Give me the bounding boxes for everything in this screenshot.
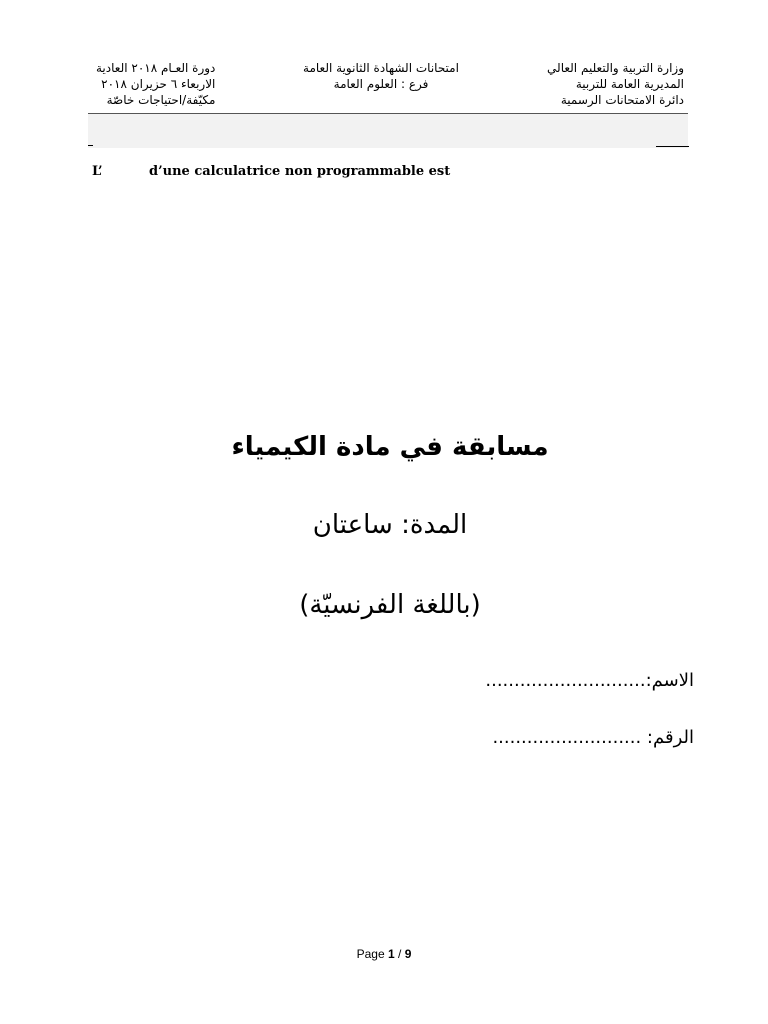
special-needs-label: مكيّفة/احتياجات خاصّة — [106, 93, 216, 107]
exam-name: امتحانات الشهادة الثانوية العامة — [303, 61, 459, 75]
exam-title: مسابقة في مادة الكيمياء — [231, 432, 549, 462]
name-field: الاسم:............................ — [485, 670, 694, 691]
exam-duration: المدة: ساعتان — [312, 510, 468, 540]
page-separator: / — [394, 947, 405, 961]
page-total: 9 — [404, 947, 412, 961]
page-prefix: Page — [356, 947, 388, 961]
header-exam-block — [286, 60, 476, 92]
directorate-name: المديرية العامة للتربية — [575, 77, 684, 91]
exam-branch: فرع : العلوم العامة — [333, 77, 429, 91]
left-rule-mark — [88, 145, 93, 146]
number-field: الرقم: .......................... — [492, 727, 694, 748]
session-date: الاربعاء ٦ حزيران ٢٠١٨ — [101, 77, 216, 91]
calculator-notice — [92, 164, 450, 179]
exam-language: (باللغة الفرنسيّة) — [299, 590, 481, 620]
session-name: دورة العـام ٢٠١٨ العادية — [96, 61, 216, 75]
header-session-block — [96, 60, 215, 108]
page-number-footer — [0, 947, 768, 961]
exams-department: دائرة الامتحانات الرسمية — [560, 93, 684, 107]
notice-part-1: L’ — [92, 164, 103, 179]
document-header — [88, 60, 688, 112]
ministry-name: وزارة التربية والتعليم العالي — [547, 61, 684, 75]
right-rule-mark — [656, 146, 689, 147]
grey-band — [88, 114, 688, 148]
header-ministry-block — [547, 60, 684, 108]
page-current: 1 — [387, 947, 395, 961]
notice-part-2: d’une calculatrice non programmable est — [149, 164, 451, 179]
